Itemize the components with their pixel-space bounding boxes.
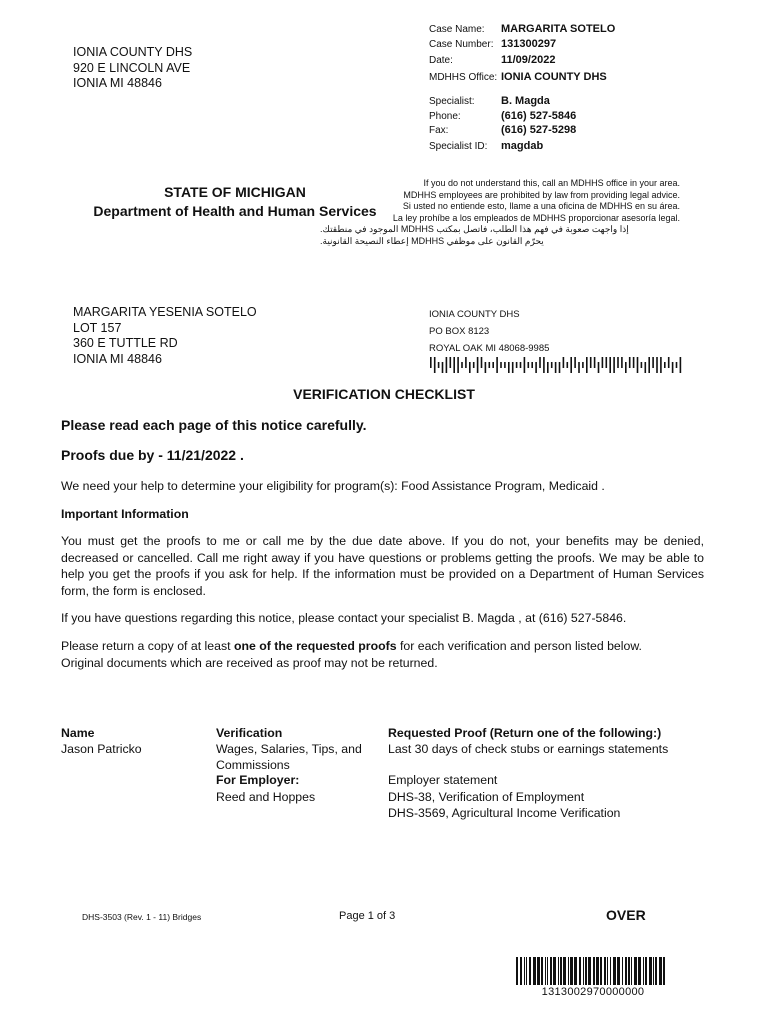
specialist-value: B. Magda [501, 95, 550, 107]
postal-bar [516, 362, 518, 368]
specialist-id-label: Specialist ID: [429, 141, 488, 152]
postal-bar [496, 357, 498, 373]
barcode-bar [655, 957, 657, 985]
proofs-due-heading: Proofs due by - 11/21/2022 . [61, 447, 244, 463]
return-line: IONIA COUNTY DHS [429, 309, 520, 320]
postal-bar [492, 362, 494, 368]
postal-bar [563, 357, 565, 368]
barcode-bar [570, 957, 573, 985]
barcode-bar [600, 957, 602, 985]
postal-bar [430, 357, 432, 368]
case-name-label: Case Name: [429, 24, 485, 35]
barcode-bar [583, 957, 584, 985]
barcode-bar [516, 957, 518, 985]
postal-bar [485, 362, 487, 373]
postal-bar [594, 357, 596, 368]
postal-bar [567, 362, 569, 368]
postal-bar [547, 362, 549, 373]
sender-address [73, 45, 192, 92]
barcode-bar [574, 957, 577, 985]
barcode-bar [553, 957, 556, 985]
notice-en-1: If you do not understand this, call an MDHHS office in your area. [423, 178, 680, 188]
return-bold: one of the requested proofs [233, 639, 397, 653]
specialist-row [429, 95, 550, 107]
row-verification-1: Wages, Salaries, Tips, and [216, 742, 362, 756]
postal-bar [570, 357, 572, 373]
barcode-bar [533, 957, 536, 985]
postal-bar [461, 362, 463, 368]
barcode-bar [579, 957, 581, 985]
barcode-bar [558, 957, 559, 985]
postal-bar [602, 357, 604, 368]
barcode-bar [617, 957, 620, 985]
barcode-bar [568, 957, 569, 985]
postal-bar [609, 357, 611, 373]
barcode-bar [607, 957, 608, 985]
fax-row [429, 124, 577, 136]
return-address [429, 306, 549, 357]
recipient-address [73, 305, 257, 367]
return-pre: Please return a copy of at least [61, 639, 234, 653]
proof-item: DHS-3569, Agricultural Income Verification [388, 806, 621, 820]
barcode-bar [645, 957, 647, 985]
fax-label: Fax: [429, 125, 449, 136]
barcode-bar [545, 957, 546, 985]
case-number-value: 131300297 [501, 38, 557, 50]
barcode-bar [547, 957, 548, 985]
postal-bar [652, 357, 654, 368]
office-row [429, 71, 607, 83]
postal-bar [508, 362, 510, 373]
postal-bar [438, 362, 440, 368]
proof-item: Employer statement [388, 773, 498, 787]
return-line: PO BOX 8123 [429, 326, 490, 337]
postal-bar [512, 362, 514, 373]
postal-bar [450, 357, 452, 368]
barcode-bar [604, 957, 606, 985]
postal-bar [543, 357, 545, 373]
postal-bar [446, 357, 448, 373]
department-title: Department of Health and Human Services [93, 203, 377, 219]
office-label: MDHHS Office: [429, 72, 498, 83]
postal-bar [656, 357, 658, 373]
questions-text: If you have questions regarding this notice, please contact your specialist B. Magda , at (616) 527-5846. [61, 611, 627, 625]
barcode-bar [622, 957, 623, 985]
case-number-row [429, 38, 557, 50]
barcode-bar [588, 957, 591, 985]
postal-bar [617, 357, 619, 368]
sender-line: IONIA COUNTY DHS [73, 45, 193, 59]
barcode-bar [593, 957, 595, 985]
barcode-bar [529, 957, 531, 985]
barcode-bar [541, 957, 543, 985]
read-carefully-heading: Please read each page of this notice carefully. [61, 417, 367, 433]
barcode-bar [628, 957, 630, 985]
barcode-bar [563, 957, 566, 985]
notice-title: VERIFICATION CHECKLIST [293, 386, 475, 402]
postal-bar [531, 362, 533, 368]
postal-bar [645, 362, 647, 373]
recipient-line: IONIA MI 48846 [73, 351, 162, 366]
recipient-line: LOT 157 [73, 320, 122, 335]
phone-label: Phone: [429, 111, 461, 122]
barcode-bar [643, 957, 644, 985]
barcode-bar [526, 957, 527, 985]
case-name-row [429, 23, 616, 35]
postal-bar [641, 362, 643, 368]
office-value: IONIA COUNTY DHS [501, 71, 607, 83]
specialist-id-value: magdab [501, 140, 544, 152]
postal-bar [473, 362, 475, 368]
notice-ar-2: يحرّم القانون على موظفي MDHHS إعطاء النصيحة القانونية. [320, 235, 544, 246]
postal-bar [500, 362, 502, 368]
postal-bar [465, 357, 467, 368]
notice-ar-1: إذا واجهت صعوبة في فهم هذا الطلب، فاتصل بمكتب MDHHS الموجود في منطقتك. [320, 224, 629, 234]
postal-bar [469, 362, 471, 373]
barcode-bar [524, 957, 525, 985]
postal-bar [625, 362, 627, 373]
case-name-value: MARGARITA SOTELO [501, 23, 616, 35]
row-verification-2: Commissions [216, 758, 290, 772]
eligibility-text: We need your help to determine your eligibility for program(s): Food Assistance Program, Medicaid . [61, 479, 605, 493]
col-header-verification: Verification [216, 726, 283, 740]
postal-bar [648, 357, 650, 373]
barcode-bar [625, 957, 627, 985]
postal-bar [457, 357, 459, 373]
fax-value: (616) 527-5298 [501, 124, 577, 136]
postal-bar [680, 357, 682, 373]
state-title: STATE OF MICHIGAN [164, 184, 306, 200]
barcode-bar [560, 957, 562, 985]
postal-bar [504, 362, 506, 368]
notice-es-1: Si usted no entiende esto, llame a una oficina de MDHHS en su área. [402, 201, 680, 211]
return-line: ROYAL OAK MI 48068-9985 [429, 343, 550, 354]
postal-bar [668, 357, 670, 368]
over-label: OVER [606, 907, 646, 923]
phone-value: (616) 527-5846 [501, 110, 577, 122]
postal-bar [629, 357, 631, 368]
postal-bar [676, 362, 678, 368]
postal-bar [621, 357, 623, 368]
postal-bar [524, 357, 526, 373]
row-name: Jason Patricko [61, 742, 142, 756]
return-post: for each verification and person listed below. [396, 639, 642, 653]
barcode-number: 1313002970000000 [541, 986, 645, 998]
proof-item: DHS-38, Verification of Employment [388, 790, 585, 804]
important-body: You must get the proofs to me or call me by the due date above. If you do not, your benefits may be denied, decreased or cancelled. Call me right away if you have questions or problems getting the proofs. We may be able to help you get the proofs if you ask for help. If the information must be provided on a Department of Human Services form, the form is enclosed. [61, 534, 704, 598]
specialist-label: Specialist: [429, 96, 475, 107]
postal-bar [481, 357, 483, 368]
col-header-proof: Requested Proof (Return one of the following:) [388, 726, 662, 740]
barcode-bar [537, 957, 540, 985]
date-row [429, 54, 556, 66]
form-number: DHS-3503 (Rev. 1 - 11) Bridges [82, 912, 202, 922]
recipient-line: 360 E TUTTLE RD [73, 336, 178, 350]
postal-bar [633, 357, 635, 368]
postal-bar [574, 357, 576, 368]
barcode-bar [550, 957, 552, 985]
col-header-name: Name [61, 726, 95, 740]
date-label: Date: [429, 55, 453, 66]
proof-item: Last 30 days of check stubs or earnings statements [388, 742, 669, 756]
sender-line: 920 E LINCOLN AVE [73, 60, 191, 75]
barcode-bar [585, 957, 587, 985]
originals-text: Original documents which are received as proof may not be returned. [61, 656, 438, 670]
case-number-label: Case Number: [429, 39, 494, 50]
return-instructions [61, 638, 711, 655]
specialist-id-row [429, 140, 544, 152]
multilingual-notice [320, 178, 680, 247]
notice-es-2: La ley prohíbe a los empleados de MDHHS proporcionar asesoría legal. [392, 212, 680, 223]
postal-bar [637, 357, 639, 373]
notice-en-2: MDHHS employees are prohibited by law from providing legal advice. [403, 189, 680, 200]
phone-row [429, 110, 577, 122]
postal-bar [598, 362, 600, 373]
postal-bar [606, 357, 608, 368]
for-employer-label: For Employer: [216, 773, 300, 787]
barcode-bar [596, 957, 599, 985]
postal-bar [578, 362, 580, 373]
barcode-bar [649, 957, 652, 985]
postal-bar [434, 357, 436, 373]
postal-bar [453, 357, 455, 373]
postal-bar [672, 362, 674, 373]
postal-bar [559, 362, 561, 373]
postal-bar [520, 362, 522, 368]
barcode-bar [634, 957, 637, 985]
document-barcode [516, 957, 668, 987]
postal-bar [528, 362, 530, 368]
postal-bar [551, 362, 553, 368]
barcode-bar [659, 957, 662, 985]
postal-bar [582, 362, 584, 368]
barcode-bar [613, 957, 616, 985]
employer-name: Reed and Hoppes [216, 790, 316, 804]
postal-bar [555, 362, 557, 373]
postal-bar [539, 357, 541, 368]
postal-bar [590, 357, 592, 368]
recipient-line: MARGARITA YESENIA SOTELO [73, 305, 257, 319]
postal-bar [489, 362, 491, 368]
important-heading: Important Information [61, 507, 189, 521]
barcode-bar [638, 957, 641, 985]
barcode-bar [610, 957, 611, 985]
date-value: 11/09/2022 [501, 54, 556, 66]
postal-bar [535, 362, 537, 373]
postal-bar [586, 357, 588, 373]
barcode-bar [653, 957, 654, 985]
barcode-bar [520, 957, 522, 985]
postal-bar [664, 362, 666, 368]
page-number: Page 1 of 3 [339, 910, 396, 922]
postal-bar [660, 357, 662, 373]
postal-barcode [429, 357, 685, 373]
postal-bar [613, 357, 615, 373]
sender-line: IONIA MI 48846 [73, 76, 162, 90]
postal-bar [477, 357, 479, 373]
postal-bar [442, 362, 444, 373]
barcode-bar [663, 957, 665, 985]
barcode-bar [631, 957, 632, 985]
